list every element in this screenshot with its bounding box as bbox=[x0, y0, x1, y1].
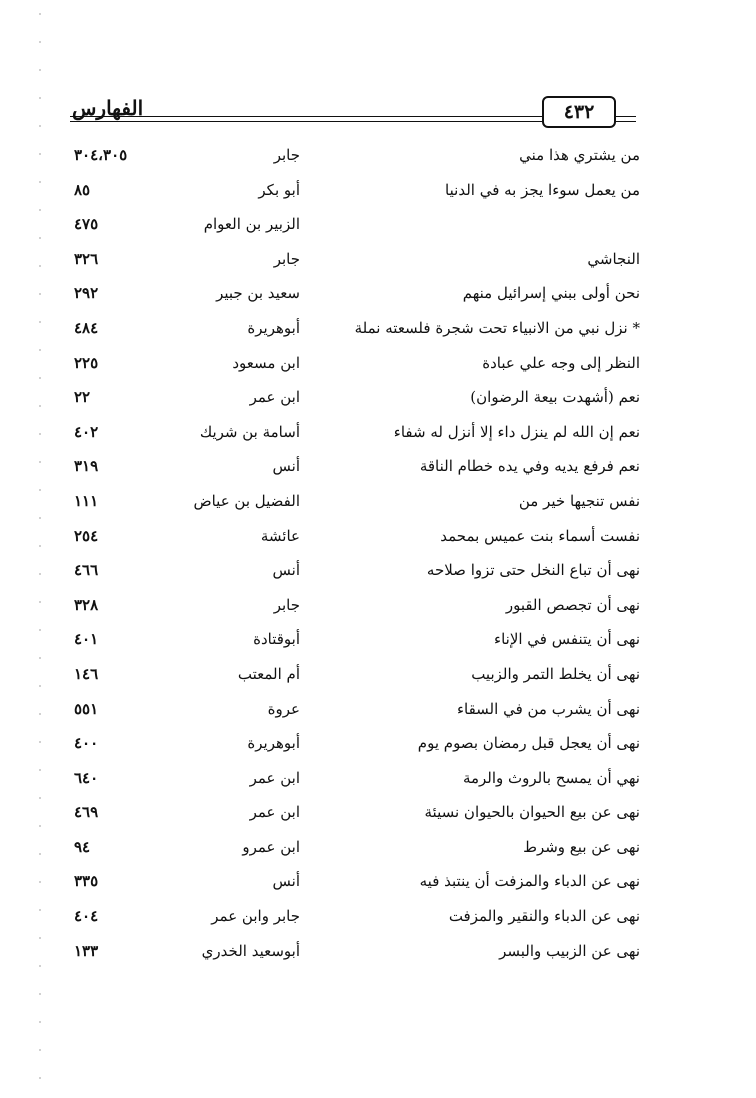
index-row bbox=[60, 313, 640, 348]
hadith-text: نهى عن بيع الحيوان بالحيوان نسيئة bbox=[424, 803, 640, 822]
index-row bbox=[60, 209, 640, 244]
narrator-name: ابن عمرو bbox=[242, 837, 300, 856]
hadith-text: نهى أن يخلط التمر والزبيب bbox=[471, 664, 640, 683]
page-ref: ٣٣٥ bbox=[74, 872, 99, 891]
narrator-name: أم المعتب bbox=[237, 664, 300, 683]
narrator-name: جابر bbox=[273, 249, 300, 268]
index-row bbox=[60, 244, 640, 279]
hadith-text: نفس تنجيها خير من bbox=[518, 491, 640, 510]
narrator-name: أبوهريرة bbox=[247, 318, 300, 337]
page-number: ٤٣٢ bbox=[542, 96, 616, 128]
narrator-name: عروة bbox=[267, 699, 300, 718]
hadith-text: النجاشي bbox=[587, 249, 640, 268]
index-row bbox=[60, 728, 640, 763]
index-row bbox=[60, 797, 640, 832]
index-row bbox=[60, 901, 640, 936]
hadith-text: نفست أسماء بنت عميس بمحمد bbox=[440, 526, 640, 545]
narrator-name: أسامة بن شريك bbox=[199, 422, 300, 441]
index-row bbox=[60, 555, 640, 590]
narrator-name: أبوسعيد الخدري bbox=[201, 941, 300, 960]
page-ref: ٣٢٦ bbox=[74, 249, 99, 268]
page-ref: ٢٢٥ bbox=[74, 353, 99, 372]
hadith-text: نحن أولى ببني إسرائيل منهم bbox=[462, 284, 640, 303]
margin-dots bbox=[38, 0, 42, 1098]
narrator-name: الزبير بن العوام bbox=[203, 215, 300, 234]
page-ref: ٤٠١ bbox=[74, 630, 99, 649]
page-ref: ٣٢٨ bbox=[74, 595, 99, 614]
page-header bbox=[70, 96, 636, 130]
page-ref: ٤٠٠ bbox=[74, 734, 99, 753]
hadith-text: نهى أن تجصص القبور bbox=[505, 595, 640, 614]
hadith-text: نعم فرفع يديه وفي يده خطام الناقة bbox=[419, 457, 640, 476]
narrator-name: جابر bbox=[273, 146, 300, 164]
index-row bbox=[60, 936, 640, 971]
page-ref: ٤٦٦ bbox=[74, 561, 99, 580]
page-ref: ٤٠٤ bbox=[74, 907, 99, 926]
narrator-name: ابن عمر bbox=[249, 803, 300, 822]
index-row bbox=[60, 175, 640, 210]
page-ref: ٢٢ bbox=[74, 388, 91, 407]
page-ref: ٢٩٢ bbox=[74, 284, 99, 303]
index-row bbox=[60, 140, 640, 175]
index-row bbox=[60, 659, 640, 694]
hadith-text: نهى عن الدباء والمزفت أن ينتبذ فيه bbox=[419, 872, 640, 891]
narrator-name: أبوهريرة bbox=[247, 734, 300, 753]
index-row bbox=[60, 451, 640, 486]
hadith-text: النظر إلى وجه علي عبادة bbox=[482, 353, 640, 372]
section-title: الفهارس bbox=[72, 96, 144, 120]
hadith-text: نهى أن يشرب من في السقاء bbox=[456, 699, 640, 718]
narrator-name: عائشة bbox=[260, 526, 300, 545]
narrator-name: جابر وابن عمر bbox=[211, 907, 300, 926]
narrator-name: جابر bbox=[273, 595, 300, 614]
page-ref: ٣١٩ bbox=[74, 457, 99, 476]
page-ref: ٣٠٤،٣٠٥ bbox=[74, 146, 128, 164]
index-row bbox=[60, 417, 640, 452]
narrator-name: أنس bbox=[272, 872, 300, 891]
narrator-name: ابن عمر bbox=[249, 768, 300, 787]
narrator-name: ابن مسعود bbox=[232, 353, 300, 372]
index-table bbox=[60, 140, 640, 970]
hadith-text: نعم إن الله لم ينزل داء إلا أنزل له شفاء bbox=[393, 422, 640, 441]
index-row bbox=[60, 694, 640, 729]
index-row bbox=[60, 866, 640, 901]
page-ref: ٦٤٠ bbox=[74, 768, 99, 787]
page-ref: ١١١ bbox=[74, 491, 99, 510]
narrator-name: سعيد بن جبير bbox=[216, 284, 300, 303]
hadith-text: نهى عن بيع وشرط bbox=[523, 837, 640, 856]
hadith-text: نهى عن الزبيب والبسر bbox=[499, 941, 640, 960]
narrator-name: أبو بكر bbox=[258, 180, 300, 199]
narrator-name: أنس bbox=[272, 457, 300, 476]
narrator-name: أبوقتادة bbox=[253, 630, 300, 649]
hadith-text: نهى أن يتنفس في الإناء bbox=[494, 630, 640, 649]
index-row bbox=[60, 382, 640, 417]
hadith-text: من يشتري هذا مني bbox=[519, 146, 640, 164]
hadith-text: نهى أن تباع النخل حتى تزوا صلاحه bbox=[426, 561, 640, 580]
page-ref: ١٤٦ bbox=[74, 664, 99, 683]
index-row bbox=[60, 348, 640, 383]
hadith-text: * نزل نبي من الانبياء تحت شجرة فلسعته نملة bbox=[354, 318, 640, 337]
hadith-text: نهي أن يمسح بالروث والرمة bbox=[462, 768, 640, 787]
page-ref: ٥٥١ bbox=[74, 699, 99, 718]
narrator-name: أنس bbox=[272, 561, 300, 580]
hadith-text: نهى عن الدباء والنقير والمزفت bbox=[448, 907, 640, 926]
hadith-text: من يعمل سوءا يجز به في الدنيا bbox=[445, 180, 640, 199]
page-ref: ٩٤ bbox=[74, 837, 91, 856]
page-ref: ٤٨٤ bbox=[74, 318, 99, 337]
page-ref: ٤٦٩ bbox=[74, 803, 99, 822]
index-row bbox=[60, 590, 640, 625]
index-row bbox=[60, 486, 640, 521]
index-row bbox=[60, 278, 640, 313]
page-ref: ٤٧٥ bbox=[74, 215, 99, 234]
page-ref: ٨٥ bbox=[74, 180, 91, 199]
page-ref: ١٣٣ bbox=[74, 941, 99, 960]
hadith-text: نعم (أشهدت بيعة الرضوان) bbox=[470, 388, 640, 407]
index-row bbox=[60, 763, 640, 798]
page-ref: ٢٥٤ bbox=[74, 526, 99, 545]
narrator-name: الفضيل بن عياض bbox=[193, 491, 300, 510]
index-row bbox=[60, 624, 640, 659]
index-row bbox=[60, 832, 640, 867]
index-row bbox=[60, 521, 640, 556]
hadith-text: نهى أن يعجل قبل رمضان بصوم يوم bbox=[417, 734, 640, 753]
page-ref: ٤٠٢ bbox=[74, 422, 99, 441]
narrator-name: ابن عمر bbox=[249, 388, 300, 407]
